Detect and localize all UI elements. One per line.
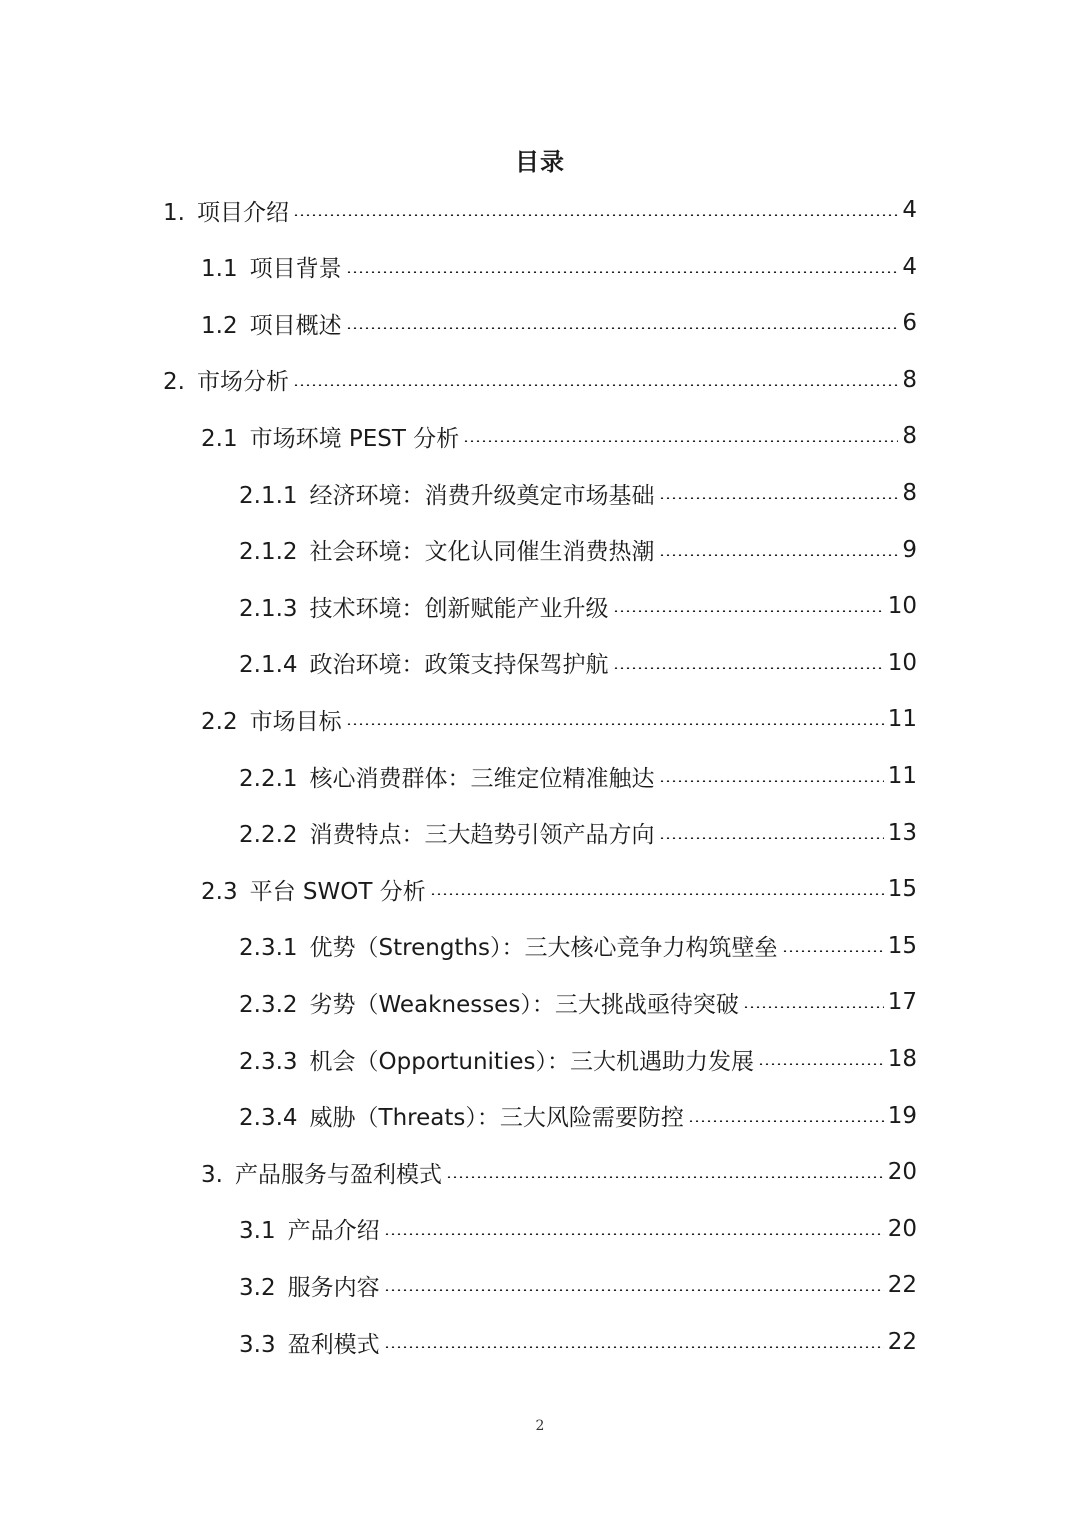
toc-entry-label [163,194,293,227]
toc-entry[interactable] [239,1320,917,1364]
toc-entry[interactable] [201,414,917,458]
toc-dot-leader [293,384,898,386]
toc-entry-number: 2.2 [201,708,238,735]
toc-entry-label [239,986,743,1019]
toc-entry-number: 3.3 [239,1331,276,1358]
toc-entry-number: 3.2 [239,1274,276,1301]
toc-entry-page: 22 [887,1272,917,1299]
toc-entry-text: 平台 SWOT 分析 [249,878,426,905]
toc-entry-label [201,873,430,906]
toc-entry-number: 1.2 [201,312,238,339]
toc-entry-label [201,307,346,340]
toc-entry-text: 市场目标 [249,708,342,735]
toc-dot-leader [346,327,899,329]
toc-entry-label [239,477,659,510]
toc-entry[interactable] [239,754,917,798]
toc-entry[interactable] [239,1037,917,1081]
toc-entry-number: 2.1 [201,425,238,452]
toc-entry-text: 优势（Strengths）：三大核心竞争力构筑壁垒 [309,935,778,962]
toc-dot-leader [613,610,884,612]
toc-entry-page: 22 [887,1329,917,1355]
toc-entry[interactable] [201,1150,917,1194]
toc-entry-number: 2.3.2 [239,991,298,1018]
toc-entry-number: 2.2.1 [239,765,298,792]
toc-dot-leader [782,950,884,952]
toc-entry-text: 机会（Opportunities）：三大机遇助力发展 [309,1048,754,1075]
toc-entry-number: 2.3 [201,878,238,905]
toc-entry[interactable] [239,584,917,628]
toc-entry[interactable] [239,924,917,968]
toc-entry-number: 2.2.2 [239,822,298,849]
toc-entry[interactable] [163,358,917,402]
toc-entry-page: 17 [887,989,917,1016]
toc-entry-number: 2.1.3 [239,595,298,622]
toc-entry-label [239,533,659,566]
toc-entry-page: 11 [887,706,917,733]
toc-entry-text: 核心消费群体：三维定位精准触达 [309,765,655,792]
toc-entry-page: 20 [887,1159,917,1186]
toc-entry[interactable] [239,1207,917,1251]
toc-dot-leader [613,667,884,669]
toc-entry-page: 8 [902,366,917,393]
toc-entry-page: 9 [902,536,917,563]
toc-entry-label [201,420,463,453]
toc-entry[interactable] [201,301,917,345]
toc-entry-page: 11 [887,763,917,789]
toc-entry-text: 市场环境 PEST 分析 [249,425,460,452]
toc-entry[interactable] [239,1263,917,1307]
toc-entry[interactable] [201,867,917,911]
toc-entry-page: 10 [887,649,917,676]
toc-entry-page: 8 [902,480,917,506]
page-number: 2 [535,1418,545,1434]
toc-dot-leader [346,723,884,725]
toc-entry-page: 18 [887,1046,917,1072]
toc-entry-number: 2.1.1 [239,482,298,509]
toc-entry-page: 8 [902,423,917,450]
toc-dot-leader [446,1176,884,1178]
toc-entry[interactable] [239,471,917,515]
toc-entry-number: 2.1.2 [239,539,298,566]
toc-dot-leader [659,837,884,839]
toc-entry-page: 15 [887,932,917,959]
toc-entry-page: 20 [887,1215,917,1242]
toc-entry[interactable] [239,641,917,685]
toc-entry[interactable] [201,697,917,741]
toc-entry-page: 19 [887,1102,917,1129]
toc-entry-text: 社会环境：文化认同催生消费热潮 [309,539,655,566]
toc-dot-leader [384,1346,884,1348]
toc-entry-text: 服务内容 [287,1274,380,1301]
toc-dot-leader [384,1289,884,1291]
toc-entry-page: 4 [902,253,917,280]
toc-entry-label [201,1156,446,1189]
toc-entry[interactable] [239,811,917,855]
toc-entry-label [239,1269,384,1302]
toc-entry-number: 2.1.4 [239,652,298,679]
toc-dot-leader [293,214,898,216]
toc-entry-page: 10 [887,593,917,620]
toc-dot-leader [384,1233,884,1235]
toc-entry-label [239,646,613,679]
toc-entry-text: 项目介绍 [196,199,289,226]
toc-dot-leader [743,1006,884,1008]
toc-entry-label [201,250,346,283]
toc-entry[interactable] [239,1094,917,1138]
toc-dot-leader [659,554,899,556]
toc-entry-text: 劣势（Weaknesses）：三大挑战亟待突破 [309,991,739,1018]
toc-entry-label [239,1043,758,1076]
toc-entry-number: 3.1 [239,1218,276,1245]
toc-dot-leader [346,271,899,273]
toc-entry-page: 4 [902,197,917,223]
toc-dot-leader [659,497,899,499]
toc-entry-label [239,929,782,962]
toc-entry-number: 3. [201,1161,223,1188]
toc-entry-text: 消费特点：三大趋势引领产品方向 [309,822,655,849]
toc-entry-text: 市场分析 [196,369,289,396]
toc-entry-number: 2.3.4 [239,1105,298,1132]
toc-entry-page: 15 [887,876,917,903]
toc-entry-label [239,760,659,793]
toc-entry-label [163,363,293,396]
toc-entry[interactable] [239,528,917,572]
toc-entry-number: 2.3.1 [239,935,298,962]
toc-entry[interactable] [201,245,917,289]
toc-entry-number: 1.1 [201,256,238,283]
toc-entry-page: 13 [887,819,917,846]
toc-entry-label [239,590,613,623]
toc-entry-text: 政治环境：政策支持保驾护航 [309,652,609,679]
toc-dot-leader [758,1063,884,1065]
toc-entry-text: 盈利模式 [287,1331,380,1358]
toc-entry-label [201,703,346,736]
toc-dot-leader [659,780,884,782]
toc-dot-leader [430,893,884,895]
toc-entry-text: 项目背景 [249,256,342,283]
toc-entry[interactable] [163,188,917,232]
toc-entry-text: 威胁（Threats）：三大风险需要防控 [309,1105,684,1132]
toc-entry-text: 项目概述 [249,312,342,339]
toc-entry-number: 2. [163,369,185,396]
toc-entry-text: 产品服务与盈利模式 [234,1161,442,1188]
toc-entry-text: 技术环境：创新赋能产业升级 [309,595,609,622]
toc-title: 目录 [515,148,565,176]
toc-entry-label [239,1326,384,1359]
toc-entry-text: 产品介绍 [287,1218,380,1245]
toc-entry-number: 2.3.3 [239,1048,298,1075]
toc-entry[interactable] [239,980,917,1024]
toc-entry-text: 经济环境：消费升级奠定市场基础 [309,482,655,509]
toc-dot-leader [688,1120,884,1122]
toc-dot-leader [463,440,898,442]
toc-entry-label [239,816,659,849]
toc-entry-number: 1. [163,199,185,226]
toc-entry-label [239,1099,688,1132]
toc-entry-label [239,1212,384,1245]
toc-entry-page: 6 [902,310,917,337]
